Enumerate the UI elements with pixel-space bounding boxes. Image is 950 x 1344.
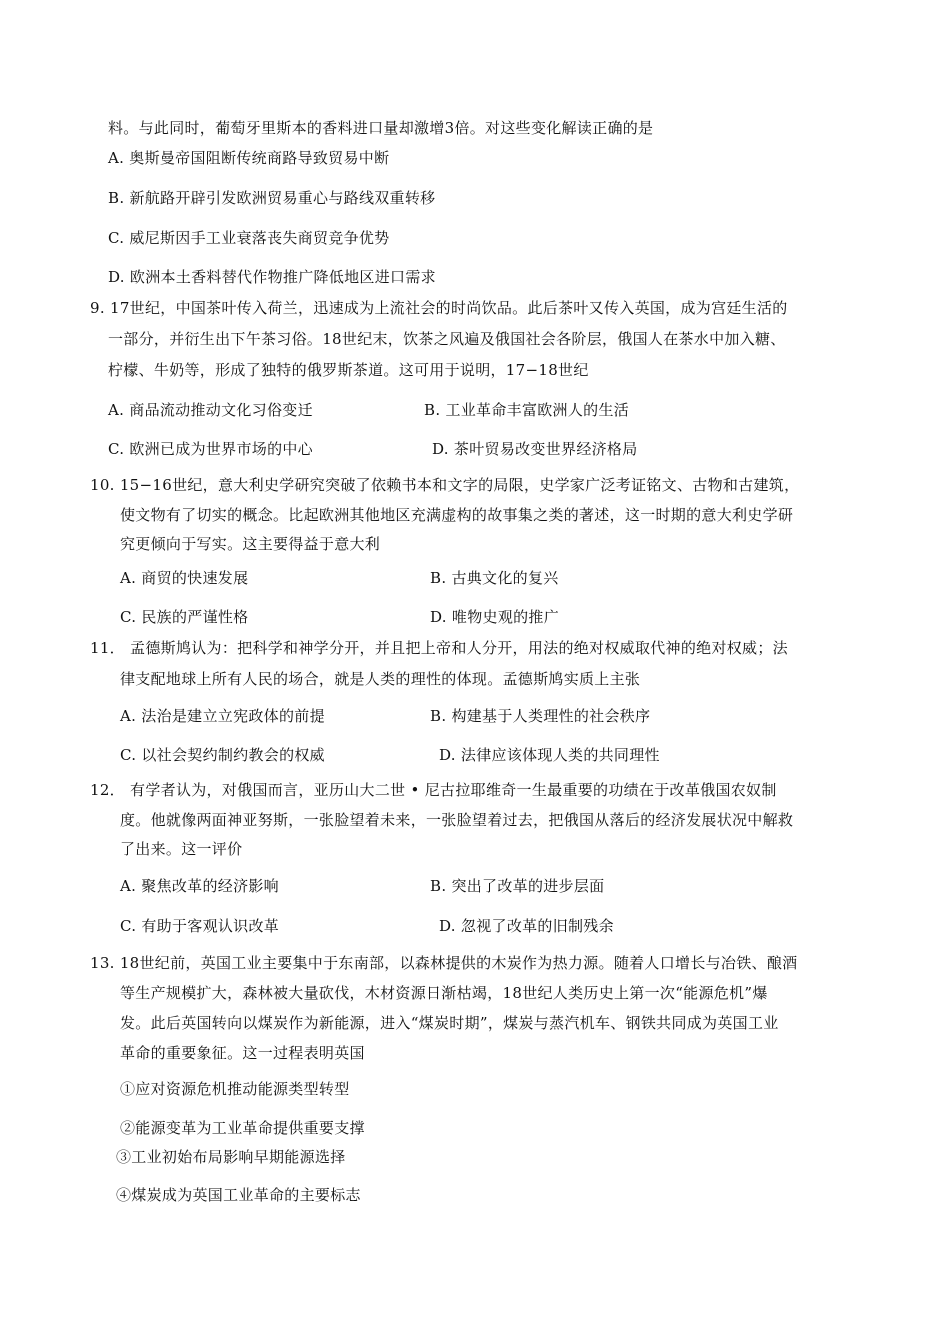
q11-stem-line-1: 11． 孟德斯鸠认为：把科学和神学分开，并且把上帝和人分开，用法的绝对权威取代神的绝对权威；法 <box>90 639 788 657</box>
q12-option-b: B. 突出了改革的进步层面 <box>430 877 605 895</box>
q9-stem-line-1: 9. 17世纪，中国茶叶传入荷兰，迅速成为上流社会的时尚饮品。此后茶叶又传入英国，成为宫廷生活的 <box>90 299 788 317</box>
q13-stem-line-4: 革命的重要象征。这一过程表明英国 <box>120 1044 365 1062</box>
q9-stem-line-2: 一部分，并衍生出下午茶习俗。18世纪末，饮茶之风遍及俄国社会各阶层，俄国人在茶水中加入糖、 <box>108 330 786 348</box>
q10-option-b: B. 古典文化的复兴 <box>430 569 559 587</box>
q12-stem-line-3: 了出来。这一评价 <box>120 840 243 858</box>
q12-option-d: D. 忽视了改革的旧制残余 <box>439 917 614 935</box>
q9-option-b: B. 工业革命丰富欧洲人的生活 <box>424 401 630 419</box>
q12-option-c: C. 有助于客观认识改革 <box>120 917 280 935</box>
q9-stem-line-3: 柠檬、牛奶等，形成了独特的俄罗斯茶道。这可用于说明，17−18世纪 <box>108 361 589 379</box>
q13-statement-4: ④煤炭成为英国工业革命的主要标志 <box>116 1186 361 1204</box>
q12-stem-line-1: 12． 有学者认为，对俄国而言，亚历山大二世 • 尼古拉耶维奇一生最重要的功绩在于改革俄国农奴制 <box>90 781 777 799</box>
q9-option-d: D. 茶叶贸易改变世界经济格局 <box>432 440 638 458</box>
q8-option-b: B. 新航路开辟引发欧洲贸易重心与路线双重转移 <box>108 189 436 207</box>
q11-stem-line-2: 律支配地球上所有人民的场合，就是人类的理性的体现。孟德斯鸠实质上主张 <box>120 670 641 688</box>
q13-statement-3: ③工业初始布局影响早期能源选择 <box>116 1148 346 1166</box>
q8-option-c: C. 威尼斯因手工业衰落丧失商贸竞争优势 <box>108 229 390 247</box>
q9-option-a: A. 商品流动推动文化习俗变迁 <box>108 401 313 419</box>
q13-statement-2: ②能源变革为工业革命提供重要支撑 <box>120 1119 365 1137</box>
q13-stem-line-1: 13. 18世纪前，英国工业主要集中于东南部，以森林提供的木炭作为热力源。随着人口增长与冶铁、酿酒 <box>90 954 798 972</box>
q10-option-c: C. 民族的严谨性格 <box>120 608 249 626</box>
q10-stem-line-1: 10. 15−16世纪，意大利史学研究突破了依赖书本和文字的局限，史学家广泛考证铭文、古物和古建筑， <box>90 476 800 494</box>
q8-option-d: D. 欧洲本土香料替代作物推广降低地区进口需求 <box>108 268 436 286</box>
q13-stem-line-2: 等生产规模扩大，森林被大量砍伐，木材资源日渐枯竭，18世纪人类历史上第一次“能源危机”爆 <box>120 984 768 1002</box>
q12-option-a: A. 聚焦改革的经济影响 <box>120 877 279 895</box>
q8-option-a: A. 奥斯曼帝国阻断传统商路导致贸易中断 <box>108 149 390 167</box>
q11-option-a: A. 法治是建立立宪政体的前提 <box>120 707 325 725</box>
q10-option-d: D. 唯物史观的推广 <box>430 608 560 626</box>
q11-option-d: D. 法律应该体现人类的共同理性 <box>439 746 660 764</box>
q13-statement-1: ①应对资源危机推动能源类型转型 <box>120 1080 350 1098</box>
q12-stem-line-2: 度。他就像两面神亚努斯，一张脸望着未来，一张脸望着过去，把俄国从落后的经济发展状况中解救 <box>120 811 794 829</box>
q13-stem-line-3: 发。此后英国转向以煤炭作为新能源，进入“煤炭时期”，煤炭与蒸汽机车、钢铁共同成为英国工业 <box>120 1014 779 1032</box>
q10-stem-line-2: 使文物有了切实的概念。比起欧洲其他地区充满虚构的故事集之类的著述，这一时期的意大利史学研 <box>120 506 794 524</box>
q11-option-c: C. 以社会契约制约教会的权威 <box>120 746 325 764</box>
q8-continuation: 料。与此同时，葡萄牙里斯本的香料进口量却激增3倍。对这些变化解读正确的是 <box>108 119 654 137</box>
q10-stem-line-3: 究更倾向于写实。这主要得益于意大利 <box>120 535 381 553</box>
q9-option-c: C. 欧洲已成为世界市场的中心 <box>108 440 313 458</box>
q10-option-a: A. 商贸的快速发展 <box>120 569 249 587</box>
q11-option-b: B. 构建基于人类理性的社会秩序 <box>430 707 651 725</box>
